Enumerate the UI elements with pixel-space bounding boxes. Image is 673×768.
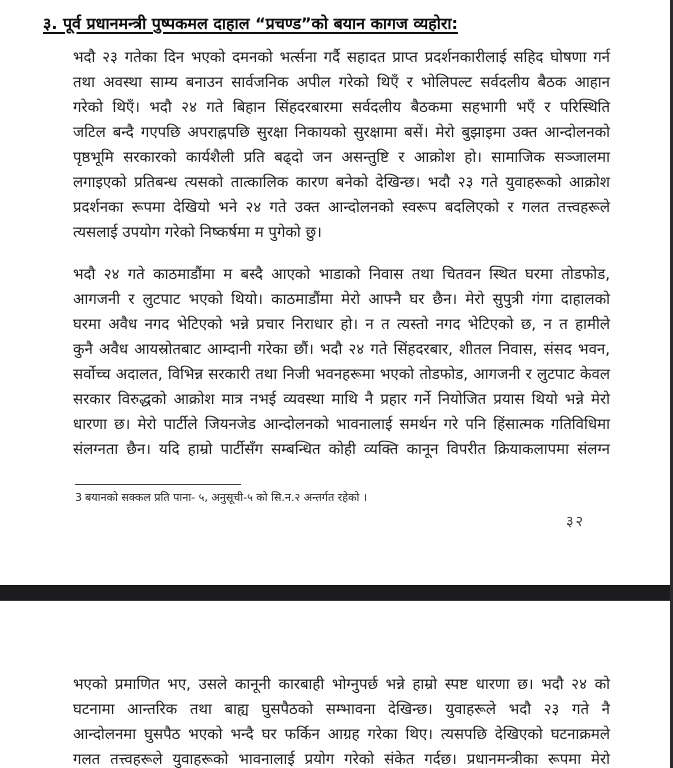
text-line: सर्वोच्च अदालत, विभिन्न सरकारी तथा निजी भवनहरूमा भएको तोडफोड, आगजनी र लुटपाट केवल xyxy=(73,365,610,383)
page-number: ३२ xyxy=(566,514,586,530)
text-line: पृष्ठभूमि सरकारको कार्यशैली प्रति बढ्दो जन असन्तुष्टि र आक्रोश हो। सामाजिक सञ्जालमा xyxy=(73,148,610,166)
paragraph-2 xyxy=(73,262,610,462)
footnote-marker: 3 xyxy=(75,491,82,504)
text-line: संलग्नता छैन। यदि हाम्रो पार्टीसँग सम्बन्धित कोही व्यक्ति कानून विपरीत क्रियाकलापमा संलग्न xyxy=(73,440,610,458)
page-separator-bar xyxy=(0,585,673,601)
section-heading: ३. पूर्व प्रधानमन्त्री पुष्पकमल दाहाल “प्रचण्ड”को बयान कागज व्यहोरा: xyxy=(43,14,458,33)
text-line: भएको प्रमाणित भए, उसले कानूनी कारबाही भोग्नुपर्छ भन्ने हाम्रो स्पष्ट धारणा छ। भदौ २४ को xyxy=(73,675,610,693)
text-line: आगजनी र लुटपाट भएको थियो। काठमाडौंमा मेरो आफ्नै घर छैन। मेरो सुपुत्री गंगा दाहालको xyxy=(73,290,610,308)
paragraph-1 xyxy=(73,45,610,245)
text-line: त्यसलाई उपयोग गरेको निष्कर्षमा म पुगेको छु। xyxy=(73,223,322,241)
text-line: सरकार विरुद्धको आक्रोश मात्र नभई व्यवस्था माथि नै प्रहार गर्ने नियोजित प्रयास थियो भन्ने मेरो xyxy=(73,390,610,408)
text-line: कुनै अवैध आयस्रोतबाट आम्दानी गरेका छौं। भदौ २४ गते सिंहदरबार, शीतल निवास, संसद भवन, xyxy=(73,340,610,358)
footnote-separator-rule xyxy=(75,484,241,485)
text-line: प्रदर्शनका रूपमा देखियो भने २४ गते उक्त आन्दोलनको स्वरूप बदलिएको र गलत तत्त्वहरूले xyxy=(73,198,610,216)
text-line: तथा अवस्था साम्य बनाउन सार्वजनिक अपील गरेको थिएँ र भोलिपल्ट सर्वदलीय बैठक आहान xyxy=(73,73,610,91)
text-line: भदौ २३ गतेका दिन भएको दमनको भर्त्सना गर्दै सहादत प्राप्त प्रदर्शनकारीलाई सहिद घोषणा गर्न xyxy=(73,48,610,66)
text-line: गलत तत्त्वहरूले युवाहरूको भावनालाई प्रयोग गरेको संकेत गर्दछ। प्रधानमन्त्रीका रूपमा मेरो xyxy=(73,750,610,768)
footnote xyxy=(75,490,673,505)
text-line: घरमा अवैध नगद भेटिएको भन्ने प्रचार निराधार हो। न त त्यस्तो नगद भेटिएको छ, न त हामीले xyxy=(73,315,610,333)
text-line: लगाइएको प्रतिबन्ध त्यसको तात्कालिक कारण बनेको देखिन्छ। भदौ २३ गते युवाहरूको आक्रोश xyxy=(73,173,610,191)
page1-text-block xyxy=(73,45,610,462)
text-line: गरेको थिएँ। भदौ २४ गते बिहान सिंहदरबारमा सर्वदलीय बैठकमा सहभागी भएँ र परिस्थिति xyxy=(73,98,610,116)
text-line: जटिल बन्दै गएपछि अपराह्नपछि सुरक्षा निकायको सुरक्षामा बसें। मेरो बुझाइमा उक्त आन्दोलनको xyxy=(73,123,610,141)
footnote-text: बयानको सक्कल प्रति पाना- ५, अनुसूची-५ को सि.न.२ अन्तर्गत रहेको । xyxy=(85,491,368,504)
text-line: भदौ २४ गते काठमाडौंमा म बस्दै आएको भाडाको निवास तथा चितवन स्थित घरमा तोडफोड, xyxy=(73,265,610,283)
text-line: आन्दोलनमा घुसपैठ भएको भन्दै घर फर्किन आग्रह गरेका थिए। त्यसपछि देखिएको घटनाक्रमले xyxy=(73,725,610,743)
text-line: घटनामा आन्तरिक तथा बाह्य घुसपैठको सम्भावना देखिन्छ। युवाहरूले भदौ २३ गते नै xyxy=(73,700,610,718)
text-line: धारणा छ। मेरो पार्टीले जियनजेड आन्दोलनको भावनालाई समर्थन गरे पनि हिंसात्मक गतिविधिमा xyxy=(73,415,610,433)
page-2 xyxy=(73,672,610,768)
